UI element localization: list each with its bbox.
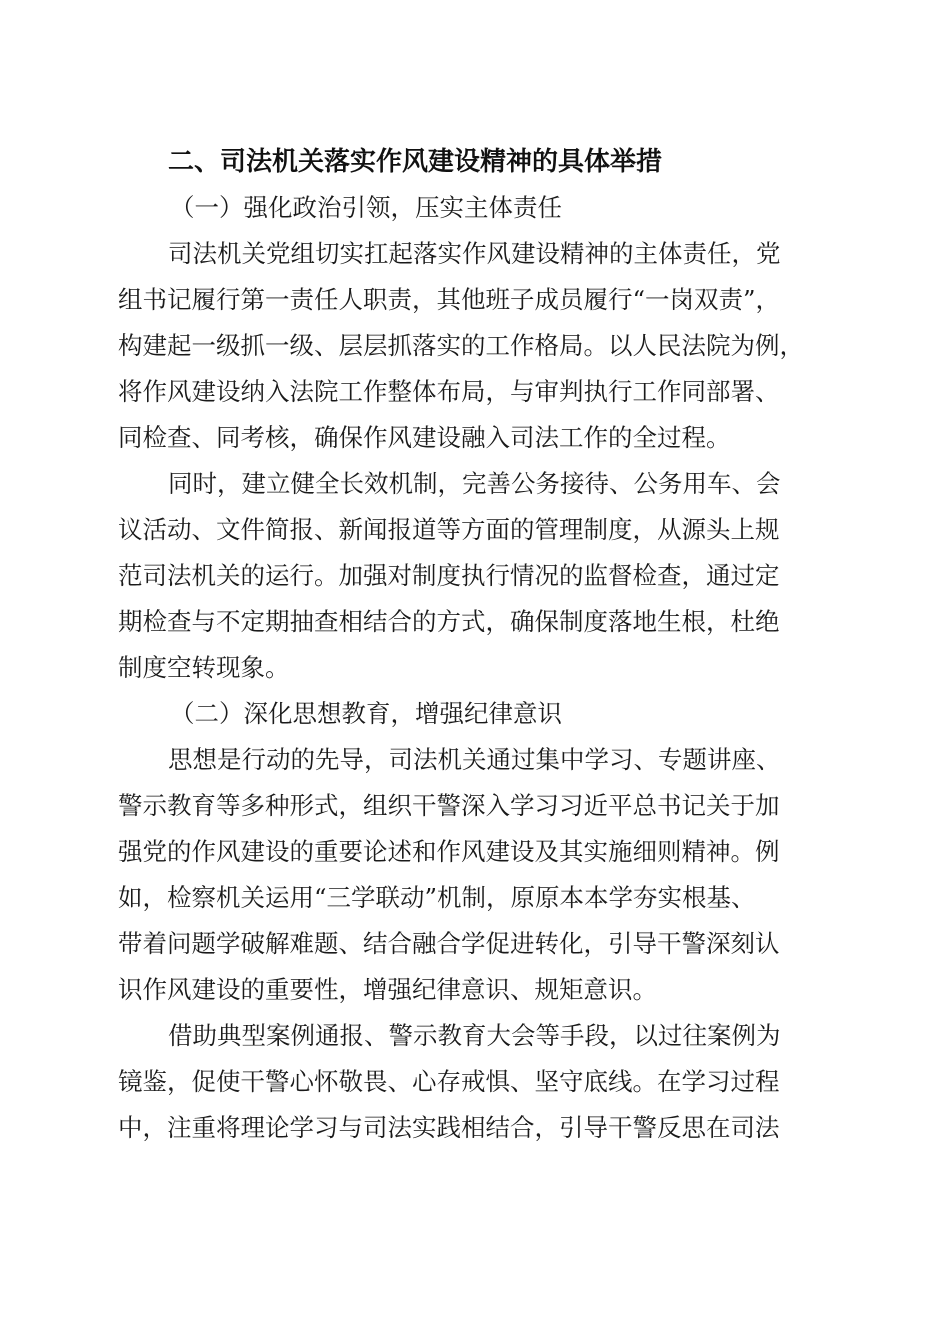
paragraph-line: 范司法机关的运行。加强对制度执行情况的监督检查，通过定 — [118, 561, 780, 590]
paragraph-line: 识作风建设的重要性，增强纪律意识、规矩意识。 — [118, 975, 657, 1004]
paragraph-line: 借助典型案例通报、警示教育大会等手段，以过往案例为 — [168, 1021, 781, 1050]
paragraph-line: 同检查、同考核，确保作风建设融入司法工作的全过程。 — [118, 423, 731, 452]
subsection-title-2: （二）深化思想教育，增强纪律意识 — [170, 699, 562, 728]
paragraph-line: 同时，建立健全长效机制，完善公务接待、公务用车、会 — [168, 469, 781, 498]
paragraph-line: 思想是行动的先导，司法机关通过集中学习、专题讲座、 — [168, 745, 781, 774]
subsection-title-1: （一）强化政治引领，压实主体责任 — [170, 193, 562, 222]
paragraph-line: 司法机关党组切实扛起落实作风建设精神的主体责任，党 — [168, 239, 781, 268]
paragraph-line: 议活动、文件简报、新闻报道等方面的管理制度，从源头上规 — [118, 515, 780, 544]
section-title: 二、司法机关落实作风建设精神的具体举措 — [168, 147, 663, 177]
paragraph-line: 中，注重将理论学习与司法实践相结合，引导干警反思在司法 — [118, 1113, 780, 1142]
paragraph-line: 带着问题学破解难题、结合融合学促进转化，引导干警深刻认 — [118, 929, 780, 958]
paragraph-line: 将作风建设纳入法院工作整体布局，与审判执行工作同部署、 — [118, 377, 780, 406]
paragraph-line: 制度空转现象。 — [118, 653, 290, 682]
paragraph-line: 镜鉴，促使干警心怀敬畏、心存戒惧、坚守底线。在学习过程 — [118, 1067, 780, 1096]
paragraph-line: 期检查与不定期抽查相结合的方式，确保制度落地生根，杜绝 — [118, 607, 780, 636]
paragraph-line: 如，检察机关运用“三学联动”机制，原原本本学夯实根基、 — [118, 883, 756, 912]
paragraph-line: 组书记履行第一责任人职责，其他班子成员履行“一岗双责”， — [118, 285, 781, 314]
paragraph-line: 构建起一级抓一级、层层抓落实的工作格局。以人民法院为例， — [118, 331, 804, 360]
paragraph-line: 强党的作风建设的重要论述和作风建设及其实施细则精神。例 — [118, 837, 780, 866]
paragraph-line: 警示教育等多种形式，组织干警深入学习习近平总书记关于加 — [118, 791, 780, 820]
